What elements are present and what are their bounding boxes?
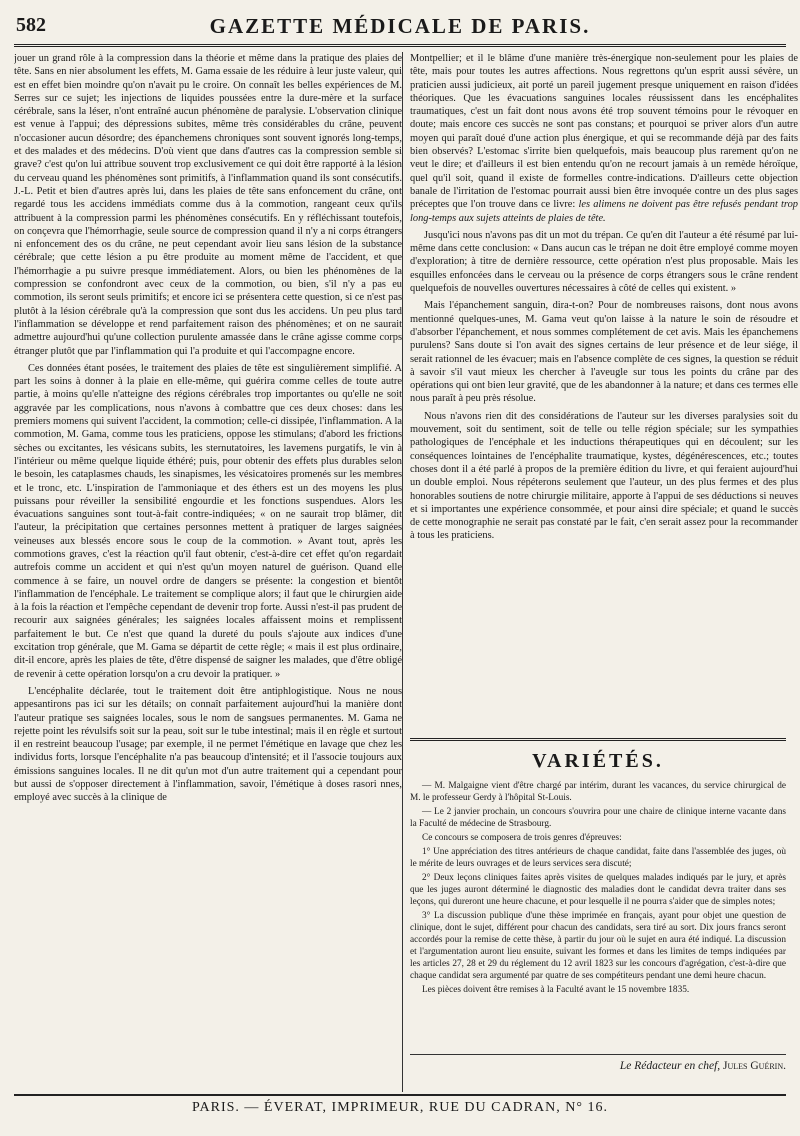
footer-rule <box>14 1094 786 1096</box>
paragraph <box>410 52 798 225</box>
paragraph-text: Montpellier; et il le blâme d'une manière très-énergique non-seulement pour les plaies de tête, mais pour toutes les autres affections. Nous regrettons qu'un esprit aussi sévère, un praticien aussi judicieux, ait porté un pareil jugement presque uniquement en raison d'idées théoriques. Que les évacuations sanguines locales réussissent dans les encéphalites traumatiques, c'est un fait dont nous avons été trop souvent témoins pour le révoquer en doute; mais encore ces succès ne sont pas constans; et pourquoi se priver alors d'un autre moyen qui paraît doué d'une action plus énergique, et qui se recommande déjà par des faits bien observés? L'estomac s'irrite bien quelquefois, mais beaucoup plus rarement qu'on ne veut le dire; et d'ailleurs il est bien entendu qu'on ne recourt jamais à un remède héroïque, quel qu'il soit, quand il existe de formelles contre-indications. D'ailleurs cette objection banale de l'irritation de l'estomac pourrait aussi bien être invoquée contre un des plus sages préceptes que l'on trouve dans ce livre: <box>410 53 798 211</box>
masthead-title: GAZETTE MÉDICALE DE PARIS. <box>209 14 591 38</box>
signature-name: Jules Guérin. <box>723 1060 786 1072</box>
left-column <box>14 52 402 1082</box>
news-item: — Le 2 janvier prochain, un concours s'ouvrira pour une chaire de clinique interne vacante dans la Faculté de médecine de Strasbourg. <box>410 807 786 829</box>
news-item: 3° La discussion publique d'une thèse imprimée en français, ayant pour objet une question de clinique, dont le sujet, différent pour chacun des candidats, sera tiré au sort. Dix jours francs seront accordés pour la remise de cette thèse, à partir du jour où le sujet en aura été indiqué. La discussion et l'argumentation auront lieu ensuite, suivant les formes et dans les limites de temps indiquées par les articles 27, 28 et 29 du réglement du 12 avril 1823 sur les concours d'agrégation, c'est-à-dire que chaque candidat sera argumenté par quatre de ses compétiteurs pendant une demi heure chacun. <box>410 911 786 981</box>
varietes-title: VARIÉTÉS. <box>532 750 664 772</box>
page-header <box>14 8 786 46</box>
paragraph: jouer un grand rôle à la compression dans la théorie et même dans la pratique des plaies de tête. Sans en nier absolument les effets, M. Gama essaie de les réduire à leur juste valeur, qui est en effet bien moindre qu'on n'avait pu le croire. On connaît les belles expériences de M. Serres sur ce sujet; les injections de liquides poussées entre la dure-mère et la surface cérébrale, sans la léser, n'ont entraîné aucun phénomène de paralysie. L'observation clinique est venue à l'appui; des dépressions subites, même très considérables du crâne, peuvent n'occasioner aucun désordre; des épanchemens chroniques sont souvent ignorés long-temps, et des malades et des médecins. D'où vient que dans d'autres cas la compression semble si grave? c'est qu'on lui attribue souvent trop exclusivement ce qui doit être rapporté à la lésion du cerveau quand les phénomènes sont primitifs, à l'inflammation quand ils sont consécutifs. J.-L. Petit et bien d'autres après lui, dans les plaies de tête sans enfoncement du crâne, ont regardé tous les accidens immédiats comme dus à la commotion, rangeant ceux qu'ils attribuent à la compression parmi les phénomènes consécutifs. En y réfléchissant toutefois, on conçevra que l'hémorrhagie, seule source de compression quand il n'y a ni corps étrangers ni enfoncement des os du crâne, ne peut cependant avoir lieu sans lésion de la substance cérébrale; que cette lésion a pu être produite au moment même de l'accident, et que l'hémorrhagie a pu suivre presque immédiatement. Alors, ou bien les phénomènes de la compression se confondront avec ceux de la commotion, ou bien, s'il n'y a pas eu commotion, ils seront seuls primitifs; et encore ici se présentera cette question, si ce n'est pas plutôt à la lésion cérébrale qu'à la compression que sont dus les accidens. Un peu plus tard l'inflammation se développe et rend parfaitement raison des phénomènes; et on ne saurait admettre aujourd'hui qu'une collection purulente amassée dans le crâne agisse comme corps étranger plutôt que par l'inflammation qui l'a produite et qui l'accompagne encore. <box>14 53 402 357</box>
paragraph: L'encéphalite déclarée, tout le traitement doit être antiphlogistique. Nous ne nous appesantirons pas ici sur les détails; on connaît parfaitement aujourd'hui la manière dont l'auteur pratique ses saignées locales, sous le nom de sangsues permanentes. M. Gama ne rejette point les révulsifs soit sur la peau, soit sur le tube intestinal; mais il en règle et surtout il en restreint beaucoup l'usage; par exemple, il ne permet l'émétique en lavage que chez les individus forts, lorsque l'encéphalite n'a pas beaucoup d'intensité; et il l'associe toujours aux émissions sanguines locales. Il ne dit qu'un mot d'un autre traitement qui a cependant pour but aussi de s'opposer directement à l'inflammation, savoir, l'émétique à doses rasori nnes, employé avec succès à la clinique de <box>14 685 402 804</box>
news-item: 2° Deux leçons cliniques faites après visites de quelques malades indiqués par le jury, et après que les juges auront déterminé le diagnostic des maladies dont le candidat devra traiter dans ses leçons, qui dureront une heure chacune, et pour lesquelle il ne pourra s'aider que de simples notes; <box>410 873 786 907</box>
paragraph: Mais l'épanchement sanguin, dira-t-on? Pour de nombreuses raisons, dont nous avons mentionné quelques-unes, M. Gama veut qu'on laisse à la nature le soin de résoudre et d'absorber l'épanchement, et nous sommes complétement de cet avis. Mais les épanchemens purulens? Sans doute si l'on avait des signes certains de leur présence et de leur siége, il serait rationnel de les évacuer; mais en l'absence complète de ces signes, la question se réduit à savoir s'il vaut mieux les chercher à l'aveugle sur tous les points du crâne par des opérations qui ont bien leur gravité, que de les abandonner à la nature; et dans ces termes elle nous paraît à peu près résolue. <box>410 300 798 405</box>
paragraph: Nous n'avons rien dit des considérations de l'auteur sur les diverses paralysies soit du mouvement, soit du sentiment, soit de telle ou telle région spéciale; sur les sympathies pathologiques de l'encéphale et les inductions thérapeutiques qui en découlent; sur les conséquences lointaines de l'encéphalite traumatique, kystes, dégénérescences, etc.; toutes choses dont il a été parlé à propos de la première édition du livre, et qui feraient aujourd'hui un double emploi. Nous répéterons seulement que l'auteur, un des plus fermes et des plus honorables soutiens de notre chirurgie militaire, apporte à l'appui de ses déductions si neuves et si importantes une expérience consommée, et pour ainsi dire spéciale; et quand le succès de cette monographie ne serait pas constaté par le fait, c'en serait assez pour la recommander à tous les praticiens. <box>410 410 798 542</box>
header-rule <box>14 44 786 47</box>
signature-rule <box>410 1054 786 1055</box>
news-item: Les pièces doivent être remises à la Faculté avant le 15 novembre 1835. <box>422 985 690 995</box>
editor-signature <box>410 1060 786 1072</box>
news-item: Ce concours se composera de trois genres d'épreuves: <box>422 833 622 843</box>
news-item: 1° Une appréciation des titres antérieurs de chaque candidat, faite dans l'assemblée des juges, où le mérite de leurs ouvrages et de leurs services sera discuté; <box>410 847 786 869</box>
news-item: — M. Malgaigne vient d'être chargé par intérim, durant les vacances, du service chirurgical de M. le professeur Gerdy à l'hôpital St-Louis. <box>410 781 786 803</box>
right-column <box>410 52 798 732</box>
signature-role: Le Rédacteur en chef, <box>619 1060 721 1072</box>
varietes-rule <box>410 738 786 741</box>
emphasized-quote: les alimens ne doivent pas être refusés pendant trop long-temps aux sujets atteints de plaies de tête. <box>410 199 798 224</box>
column-divider <box>402 52 403 1092</box>
page-number: 582 <box>16 14 46 36</box>
varietes-section <box>410 780 786 1052</box>
paragraph: Ces données étant posées, le traitement des plaies de tête est singulièrement simplifié. A part les soins à donner à la plaie en elle-même, qui guérira comme celles de toute autre partie, à moins qu'elle n'atteigne des régions cérébrales trop importantes ou qu'elle ne soit aggravée par les complications, nous n'avons à combattre que ces deux choses: dans les premiers momens qui suivent l'accident, la commotion; celle-ci dissipée, l'inflammation. A la commotion, M. Gama, comme tous les praticiens, oppose les stimulans; d'abord les frictions sèches ou excitantes, les vésicans subits, les sternutatoires, les lavemens purgatifs, le vin à l'intérieur ou même quelque liquide éthéré; puis, pour obtenir des effets plus durables selon le besoin, les cataplasmes chauds, les sinapismes, les vésicatoires promenés sur les membres et le tronc, etc. L'inspiration de l'ammoniaque et des éthers est un des moyens les plus puissans pour réveiller la sensibilité engourdie et les fonctions suspendues. Alors les évacuations sanguines sont tout-à-fait contre-indiquées; « on ne saurait trop blâmer, dit l'auteur, la précipitation que certaines personnes mettent à pratiquer de larges saignées veineuses aux blessés encore sous le coup de la commotion. » Avant tout, après les commotions graves, c'est la réaction qu'il faut obtenir, c'est-à-dire cet effet qu'on regardait autrefois comme un accident et qui n'est qu'un moyen naturel de guérison. Quand elle commence à se faire, un nouvel ordre de dangers se présente: la congestion et bientôt l'inflammation de l'encéphale. Le traitement se complique alors; il faut que le chirurgien aide à la fois la réaction et l'empêche cependant de devenir trop forte. Aussi n'est-il pas prudent de recourir aux saignées générales; les saignées locales affaissent moins et remplissent parfaitement le but. Ce n'est que quand la dureté du pouls s'ajoute aux indices d'une excitation trop générale, que M. Gama se départit de cette règle; « mais il est plus ordinaire, dit-il encore, après les plaies de tête, d'être dispensé de saigner les malades, que d'être obligé de revenir à cette opération lorsqu'on a cru devoir la pratiquer. » <box>14 362 402 680</box>
printer-footer: PARIS. — ÉVERAT, IMPRIMEUR, RUE DU CADRAN, N° 16. <box>192 1100 608 1115</box>
paragraph: Jusqu'ici nous n'avons pas dit un mot du trépan. Ce qu'en dit l'auteur a été résumé par lui-même dans cette conclusion: « Dans aucun cas le trépan ne doit être employé comme moyen d'exploration; à titre de dernière ressource, cette opération n'est plus proposable. Mais les esquilles enfoncées dans le cerveau ou la présence de corps étrangers sous le crâne rendent quelquefois de nouvelles ouvertures nécessaires à côté de celles qui existent. » <box>410 229 798 295</box>
